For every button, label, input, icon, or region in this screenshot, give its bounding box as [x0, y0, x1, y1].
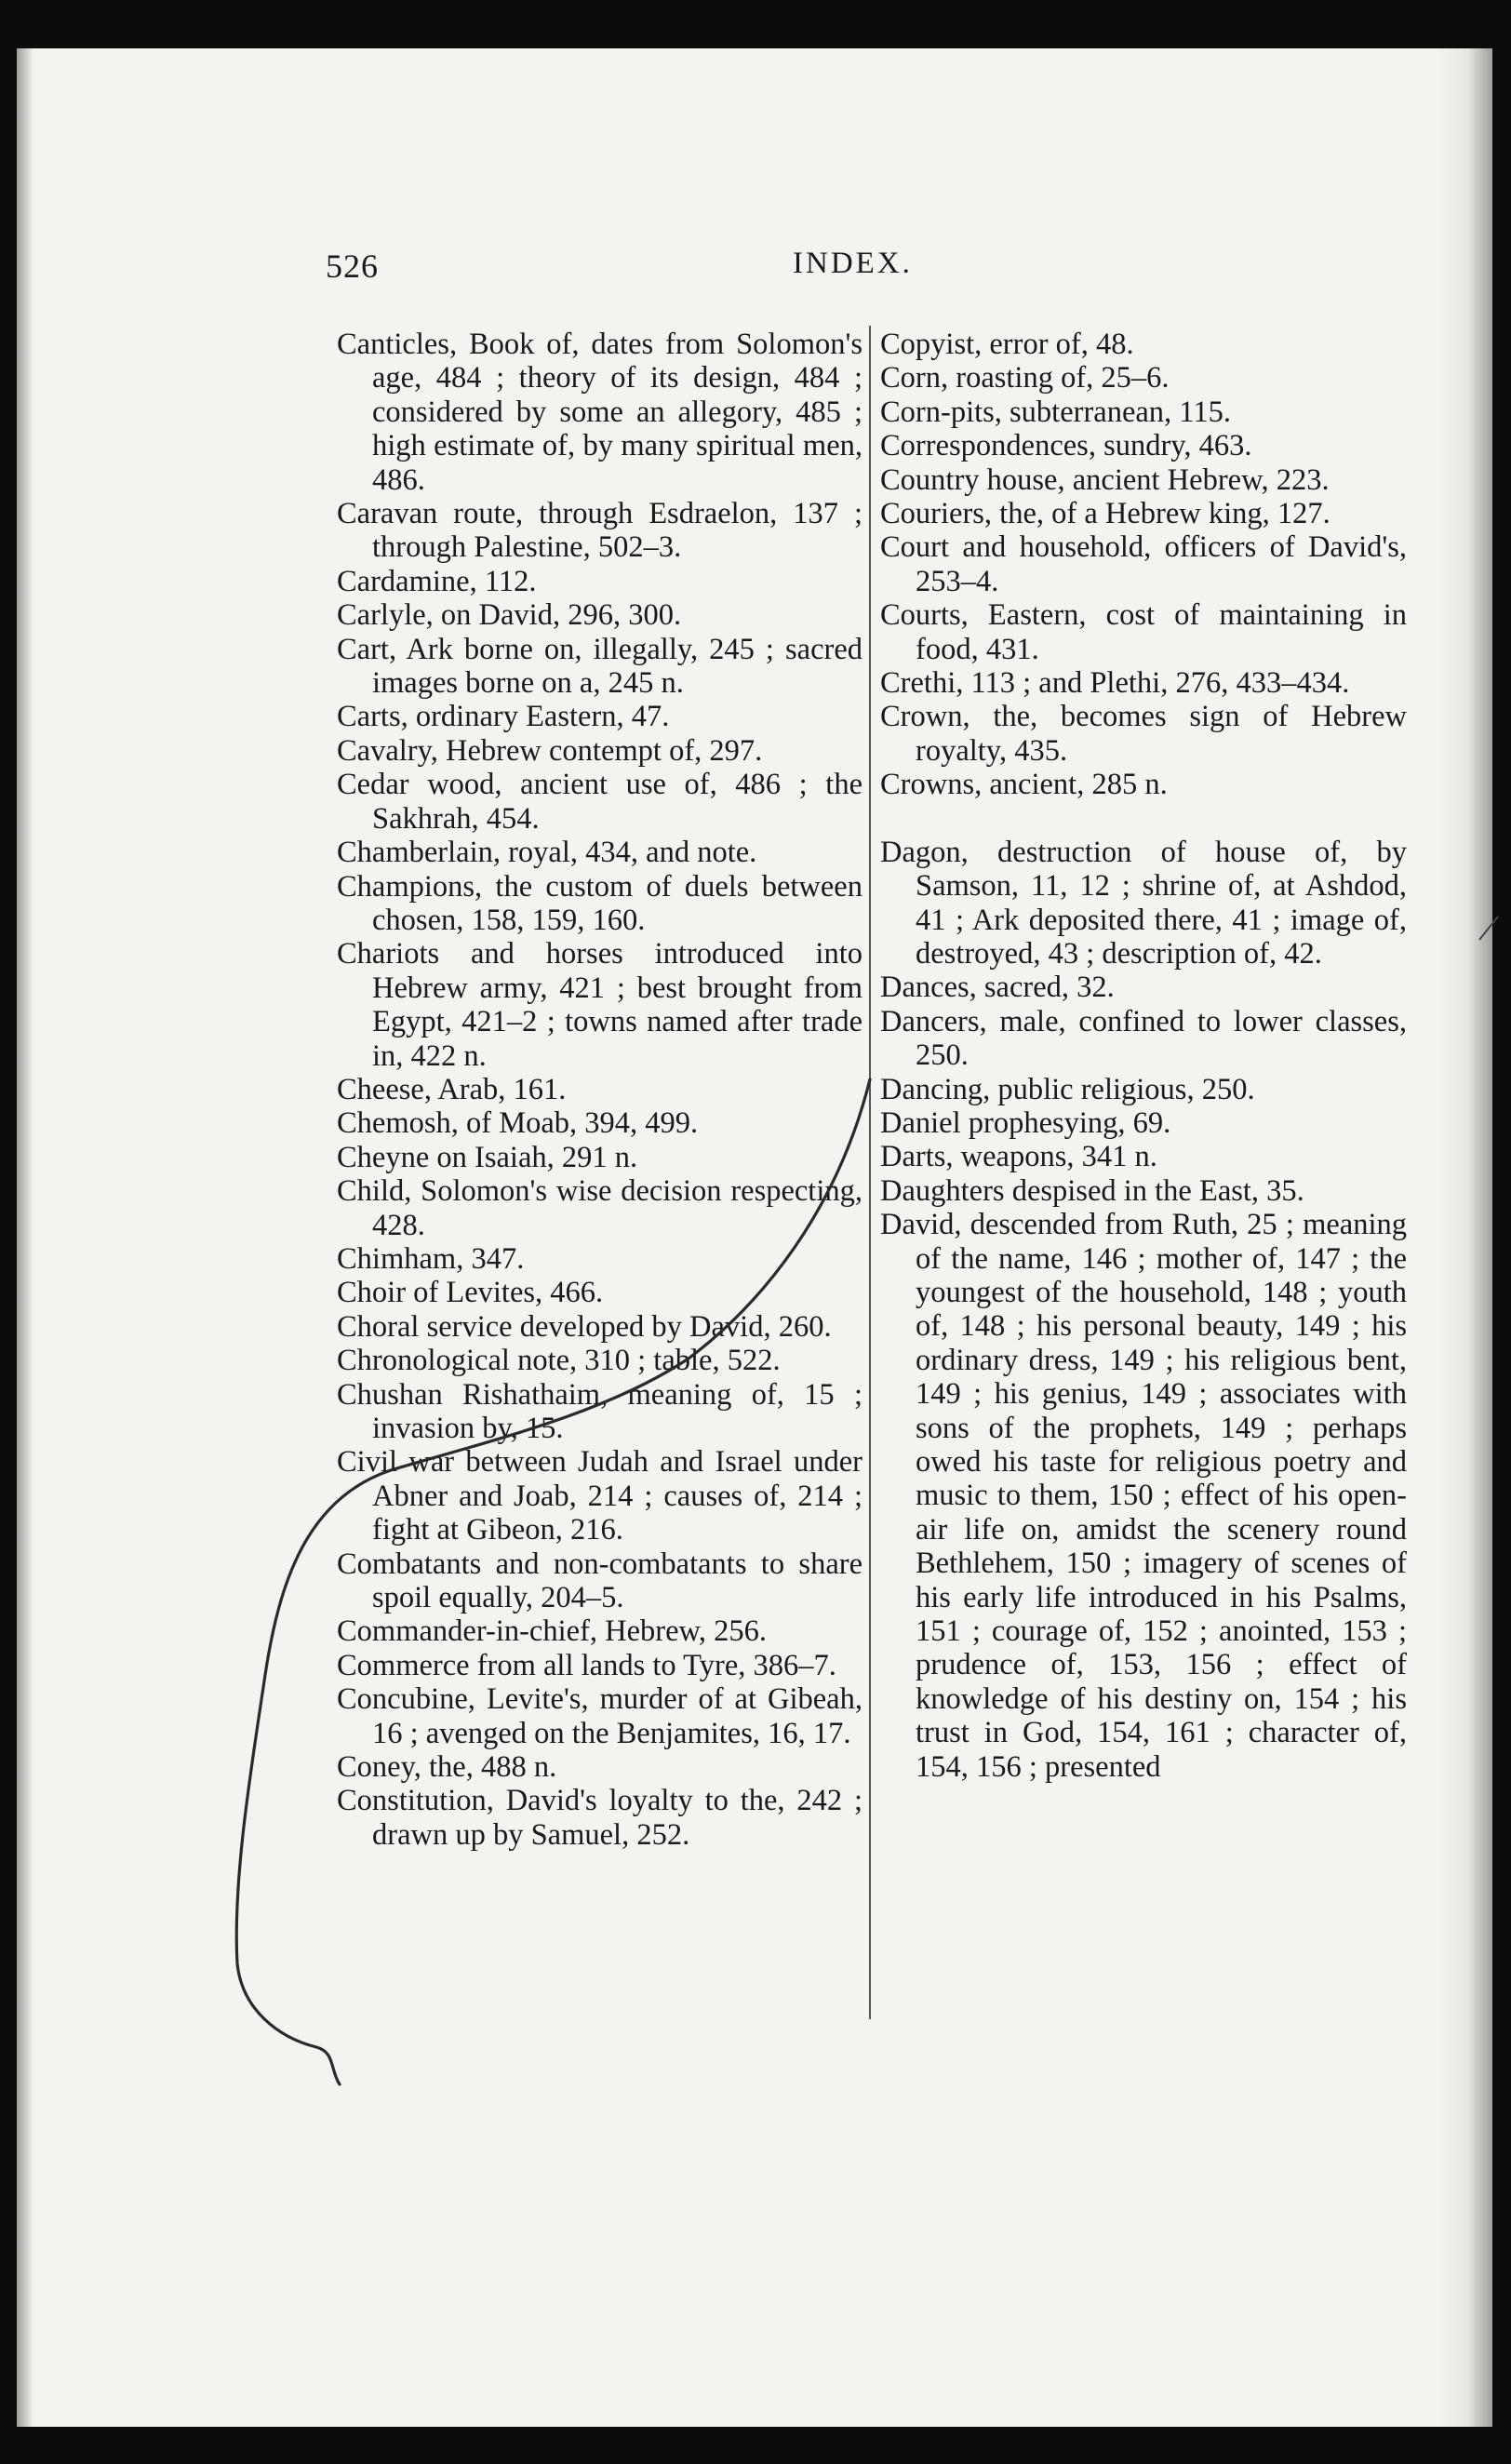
index-entry: Carlyle, on David, 296, 300. — [337, 598, 682, 633]
index-entry: Crown, the, becomes sign of Hebrew royalty, 435. — [880, 700, 1407, 768]
index-entry: Daughters despised in the East, 35. — [880, 1173, 1304, 1208]
index-entry: Correspondences, sundry, 463. — [880, 429, 1252, 463]
index-entry: Cart, Ark borne on, illegally, 245 ; sacred images borne on a, 245 n. — [337, 632, 862, 701]
index-entry: Child, Solomon's wise decision respecting, 428. — [337, 1174, 862, 1242]
index-entry: Cheese, Arab, 161. — [337, 1072, 567, 1106]
index-entry: Courts, Eastern, cost of maintaining in food, 431. — [880, 598, 1407, 666]
index-entry: Daniel prophesying, 69. — [880, 1105, 1171, 1140]
column-divider — [869, 326, 871, 2019]
index-column-left — [337, 328, 862, 1852]
index-entry: Corn-pits, subterranean, 115. — [880, 395, 1231, 429]
index-entry: Cavalry, Hebrew contempt of, 297. — [337, 733, 763, 768]
index-entry: Caravan route, through Esdraelon, 137 ; through Palestine, 502–3. — [337, 497, 862, 565]
index-entry: Carts, ordinary Eastern, 47. — [337, 700, 670, 734]
index-entry: Canticles, Book of, dates from Solomon's age, 484 ; theory of its design, 484 ; considered by some an allegory, 485 ; high estimate of, by many spiritual men, 486. — [337, 328, 862, 497]
index-entry: Chariots and horses introduced into Hebrew army, 421 ; best brought from Egypt, 421–2 ; towns named after trade in, 422 n. — [337, 937, 862, 1073]
page-number: 526 — [326, 248, 379, 285]
index-entry: Coney, the, 488 n. — [337, 1750, 557, 1785]
index-entry: Chushan Rishathaim, meaning of, 15 ; invasion by, 15. — [337, 1377, 862, 1445]
index-entry: Combatants and non-combatants to share spoil equally, 204–5. — [337, 1547, 862, 1615]
index-entry: Darts, weapons, 341 n. — [880, 1140, 1157, 1174]
index-entry: Choral service developed by David, 260. — [337, 1309, 832, 1344]
index-entry: Dancers, male, confined to lower classes, 250. — [880, 1004, 1407, 1073]
index-entry: Couriers, the, of a Hebrew king, 127. — [880, 497, 1330, 531]
index-entry: Copyist, error of, 48. — [880, 328, 1134, 361]
index-entry: Country house, ancient Hebrew, 223. — [880, 462, 1330, 497]
index-entry: Dances, sacred, 32. — [880, 971, 1115, 1005]
index-entry: Choir of Levites, 466. — [337, 1276, 604, 1310]
index-entry: David, descended from Ruth, 25 ; meaning of the name, 146 ; mother of, 147 ; the youngest of the household, 148 ; youth of, 148 ; his personal beauty, 149 ; his ordinary dress, 149 ; his religious bent, 149 ; his genius, 149 ; associates with sons of the prophets, 149 ; perhaps owed his taste for religious poetry and music to them, 150 ; effect of his open-air life on, amidst the scenery round Bethlehem, 150 ; imagery of scenes of his early life introduced in his Psalms, 151 ; courage of, 152 ; anointed, 153 ; prudence of, 153, 156 ; effect of knowledge of his destiny on, 154 ; his trust in God, 154, 161 ; character of, 154, 156 ; presented — [880, 1208, 1407, 1784]
index-entry: Constitution, David's loyalty to the, 242 ; drawn up by Samuel, 252. — [337, 1784, 862, 1852]
index-entry: Commerce from all lands to Tyre, 386–7. — [337, 1648, 836, 1682]
index-entry: Cedar wood, ancient use of, 486 ; the Sakhrah, 454. — [337, 768, 862, 836]
index-entry: Commander-in-chief, Hebrew, 256. — [337, 1614, 768, 1649]
index-entry: Chimham, 347. — [337, 1241, 525, 1276]
index-entry: Cheyne on Isaiah, 291 n. — [337, 1140, 638, 1174]
index-entry: Dagon, destruction of house of, by Samson, 11, 12 ; shrine of, at Ashdod, 41 ; Ark deposited there, 41 ; image of, destroyed, 43 ; description of, 42. — [880, 835, 1407, 971]
page-shadow-right — [1437, 48, 1492, 2427]
index-entry: Chamberlain, royal, 434, and note. — [337, 836, 757, 870]
index-entry: Chemosh, of Moab, 394, 499. — [337, 1106, 699, 1141]
index-entry: Concubine, Levite's, murder of at Gibeah, 16 ; avenged on the Benjamites, 16, 17. — [337, 1682, 862, 1750]
index-entry: Chronological note, 310 ; table, 522. — [337, 1344, 781, 1378]
index-column-right — [880, 328, 1407, 1784]
index-entry: Crowns, ancient, 285 n. — [880, 768, 1168, 802]
index-entry: Crethi, 113 ; and Plethi, 276, 433–434. — [880, 666, 1350, 701]
running-head: INDEX. — [793, 247, 913, 280]
page-shadow-left — [17, 48, 33, 2427]
index-entry: Dancing, public religious, 250. — [880, 1072, 1255, 1106]
index-entry: Corn, roasting of, 25–6. — [880, 361, 1170, 395]
index-entry: Court and household, officers of David's, 253–4. — [880, 530, 1407, 598]
index-entry: Cardamine, 112. — [337, 564, 537, 598]
index-entry: Civil war between Judah and Israel under Abner and Joab, 214 ; causes of, 214 ; fight at Gibeon, 216. — [337, 1445, 862, 1547]
index-entry: Champions, the custom of duels between chosen, 158, 159, 160. — [337, 869, 862, 937]
